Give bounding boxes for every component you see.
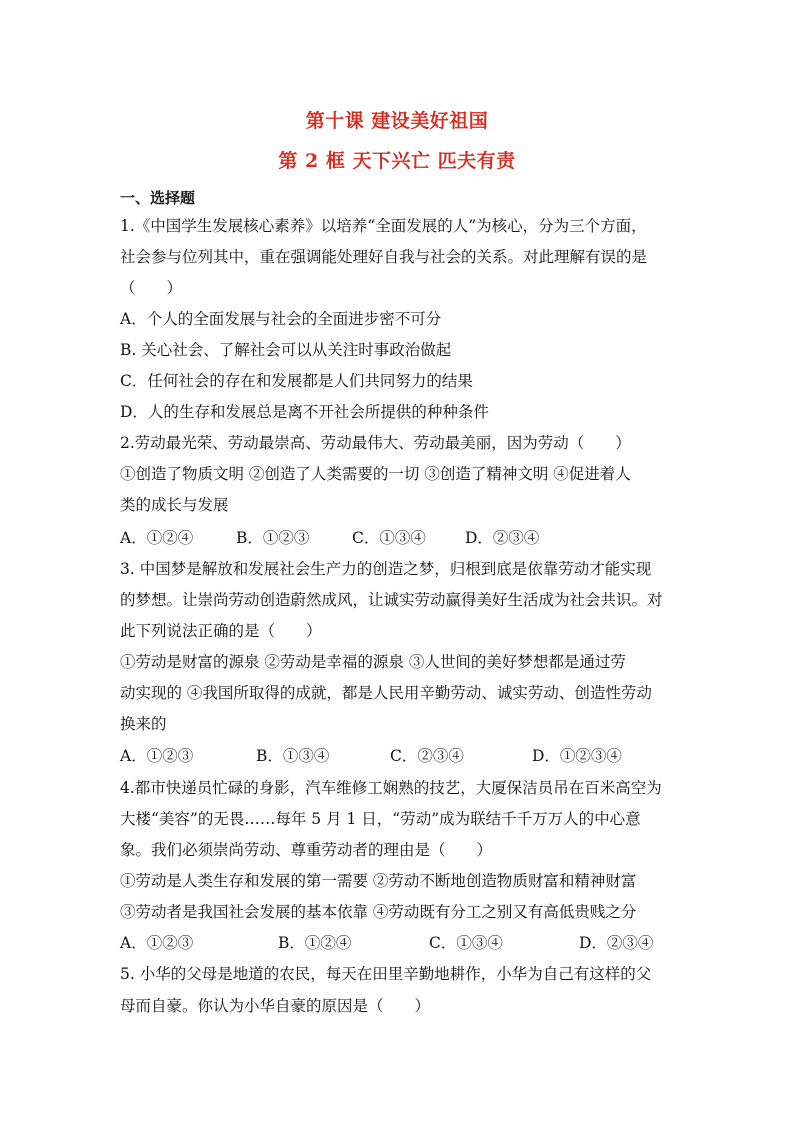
q5-stem-line-1: 5. 小华的父母是地道的农民，每天在田里辛勤地耕作，小华为自己有这样的父 — [120, 965, 652, 983]
q4-stem-line-3: 象。我们必须崇尚劳动、尊重劳动者的理由是（ ） — [120, 841, 493, 859]
q2-option-d: D．②③④ — [465, 529, 540, 547]
q1-option-b: B. 关心社会、了解社会可以从关注时事政治做起 — [120, 341, 452, 359]
q4-stem-line-2: 大楼“美容”的无畏……每年 5 月 1 日，“劳动”成为联结千千万万人的中心意 — [120, 810, 641, 828]
q1-stem-line-2: 社会参与位列其中，重在强调能处理好自我与社会的关系。对此理解有误的是 — [120, 248, 648, 266]
q5-stem-line-2: 母而自豪。你认为小华自豪的原因是（ ） — [120, 997, 431, 1015]
q2-option-a: A．①②④ — [120, 529, 194, 547]
q3-stem-line-1: 3. 中国梦是解放和发展社会生产力的创造之梦，归根到底是依靠劳动才能实现 — [120, 560, 652, 578]
q3-option-c: C．②③④ — [390, 747, 464, 765]
q1-answer-bracket: （ ） — [120, 279, 183, 297]
q4-option-d: D．②③④ — [579, 934, 654, 952]
q2-option-c: C．①③④ — [352, 529, 426, 547]
section-heading: 一、选择题 — [120, 189, 196, 207]
q3-option-a: A．①②③ — [120, 747, 194, 765]
q4-option-a: A．①②③ — [120, 934, 194, 952]
q3-stem-line-2: 的梦想。让崇尚劳动创造蔚然成风，让诚实劳动赢得美好生活成为社会共识。对 — [120, 591, 663, 609]
q2-statements-line-2: 类的成长与发展 — [120, 496, 229, 514]
q4-option-c: C．①③④ — [429, 934, 503, 952]
q3-option-d: D．①②③④ — [532, 747, 622, 765]
q4-stem-line-1: 4.都市快递员忙碌的身影，汽车维修工娴熟的技艺，大厦保洁员吊在百米高空为 — [120, 779, 662, 797]
q3-statements-line-1: ①劳动是财富的源泉 ②劳动是幸福的源泉 ③人世间的美好梦想都是通过劳 — [120, 653, 626, 671]
q1-option-d: D．人的生存和发展总是离不开社会所提供的种种条件 — [120, 403, 489, 421]
q3-statements-line-3: 换来的 — [120, 715, 167, 733]
q1-stem-line-1: 1.《中国学生发展核心素养》以培养“全面发展的人”为核心，分为三个方面， — [120, 217, 647, 235]
q4-statements-line-1: ①劳动是人类生存和发展的第一需要 ②劳动不断地创造物质财富和精神财富 — [120, 872, 637, 890]
q4-statements-line-2: ③劳动者是我国社会发展的基本依靠 ④劳动既有分工之别又有高低贵贱之分 — [120, 903, 637, 921]
section-subtitle: 第 2 框 天下兴亡 匹夫有责 — [278, 150, 516, 172]
q1-option-c: C．任何社会的存在和发展都是人们共同努力的结果 — [120, 372, 473, 390]
q2-option-b: B．①②③ — [236, 529, 310, 547]
q3-stem-line-3: 此下列说法正确的是（ ） — [120, 622, 322, 640]
q3-option-b: B．①③④ — [256, 747, 330, 765]
q4-option-b: B．①②④ — [278, 934, 352, 952]
q3-statements-line-2: 动实现的 ④我国所取得的成就，都是人民用辛勤劳动、诚实劳动、创造性劳动 — [120, 684, 652, 702]
q2-statements-line-1: ①创造了物质文明 ②创造了人类需要的一切 ③创造了精神文明 ④促进着人 — [120, 465, 631, 483]
lesson-title: 第十课 建设美好祖国 — [305, 110, 489, 132]
q1-option-a: A．个人的全面发展与社会的全面进步密不可分 — [120, 310, 442, 328]
q2-stem-line-1: 2.劳动最光荣、劳动最崇高、劳动最伟大、劳动最美丽，因为劳动（ ） — [120, 434, 631, 452]
